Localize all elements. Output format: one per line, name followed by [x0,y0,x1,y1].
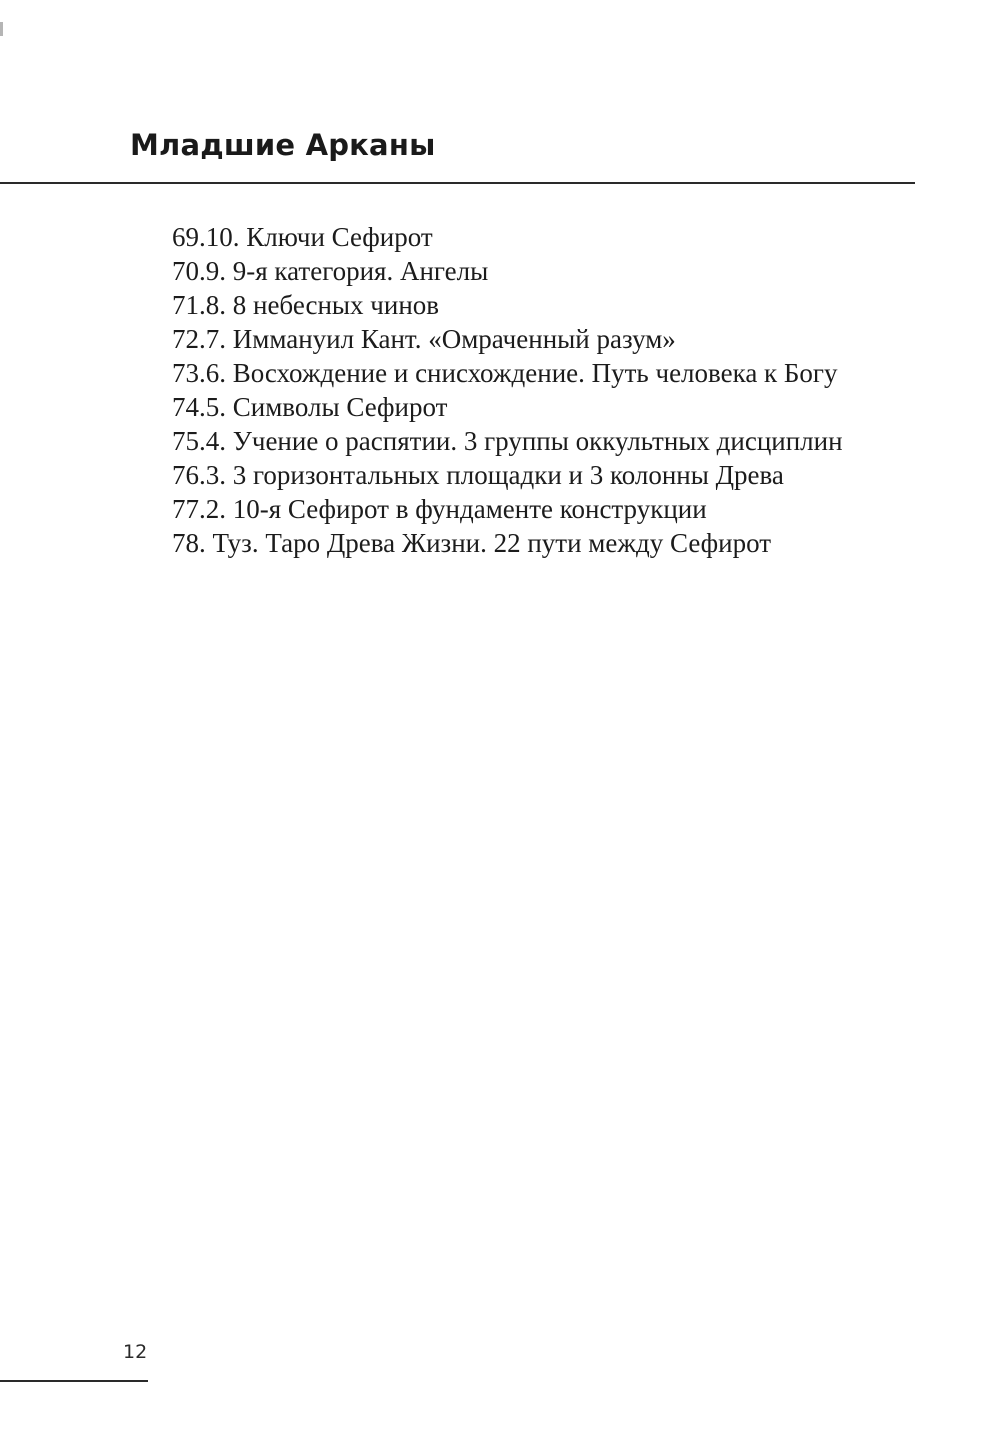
section-title: Младшие Арканы [130,128,436,162]
toc-entry: 76.3. 3 горизонтальных площадки и 3 колонны Древа [172,460,784,490]
toc-entry: 72.7. Иммануил Кант. «Омраченный разум» [172,324,676,354]
table-of-contents [172,220,843,560]
scan-edge-mark [0,22,3,36]
toc-entry: 71.8. 8 небесных чинов [172,290,440,320]
toc-entry: 70.9. 9-я категория. Ангелы [172,256,489,286]
title-divider [0,182,915,184]
toc-entry: 73.6. Восхождение и снисхождение. Путь человека к Богу [172,358,838,388]
toc-entry: 69.10. Ключи Сефирот [172,222,433,252]
toc-entry: 74.5. Символы Сефирот [172,392,448,422]
page-number: 12 [123,1341,148,1363]
footer-divider [0,1380,148,1382]
toc-entry: 78. Туз. Таро Древа Жизни. 22 пути между Сефирот [172,528,772,558]
toc-entry: 77.2. 10-я Сефирот в фундаменте конструкции [172,494,707,524]
toc-entry: 75.4. Учение о распятии. 3 группы оккультных дисциплин [172,426,843,456]
